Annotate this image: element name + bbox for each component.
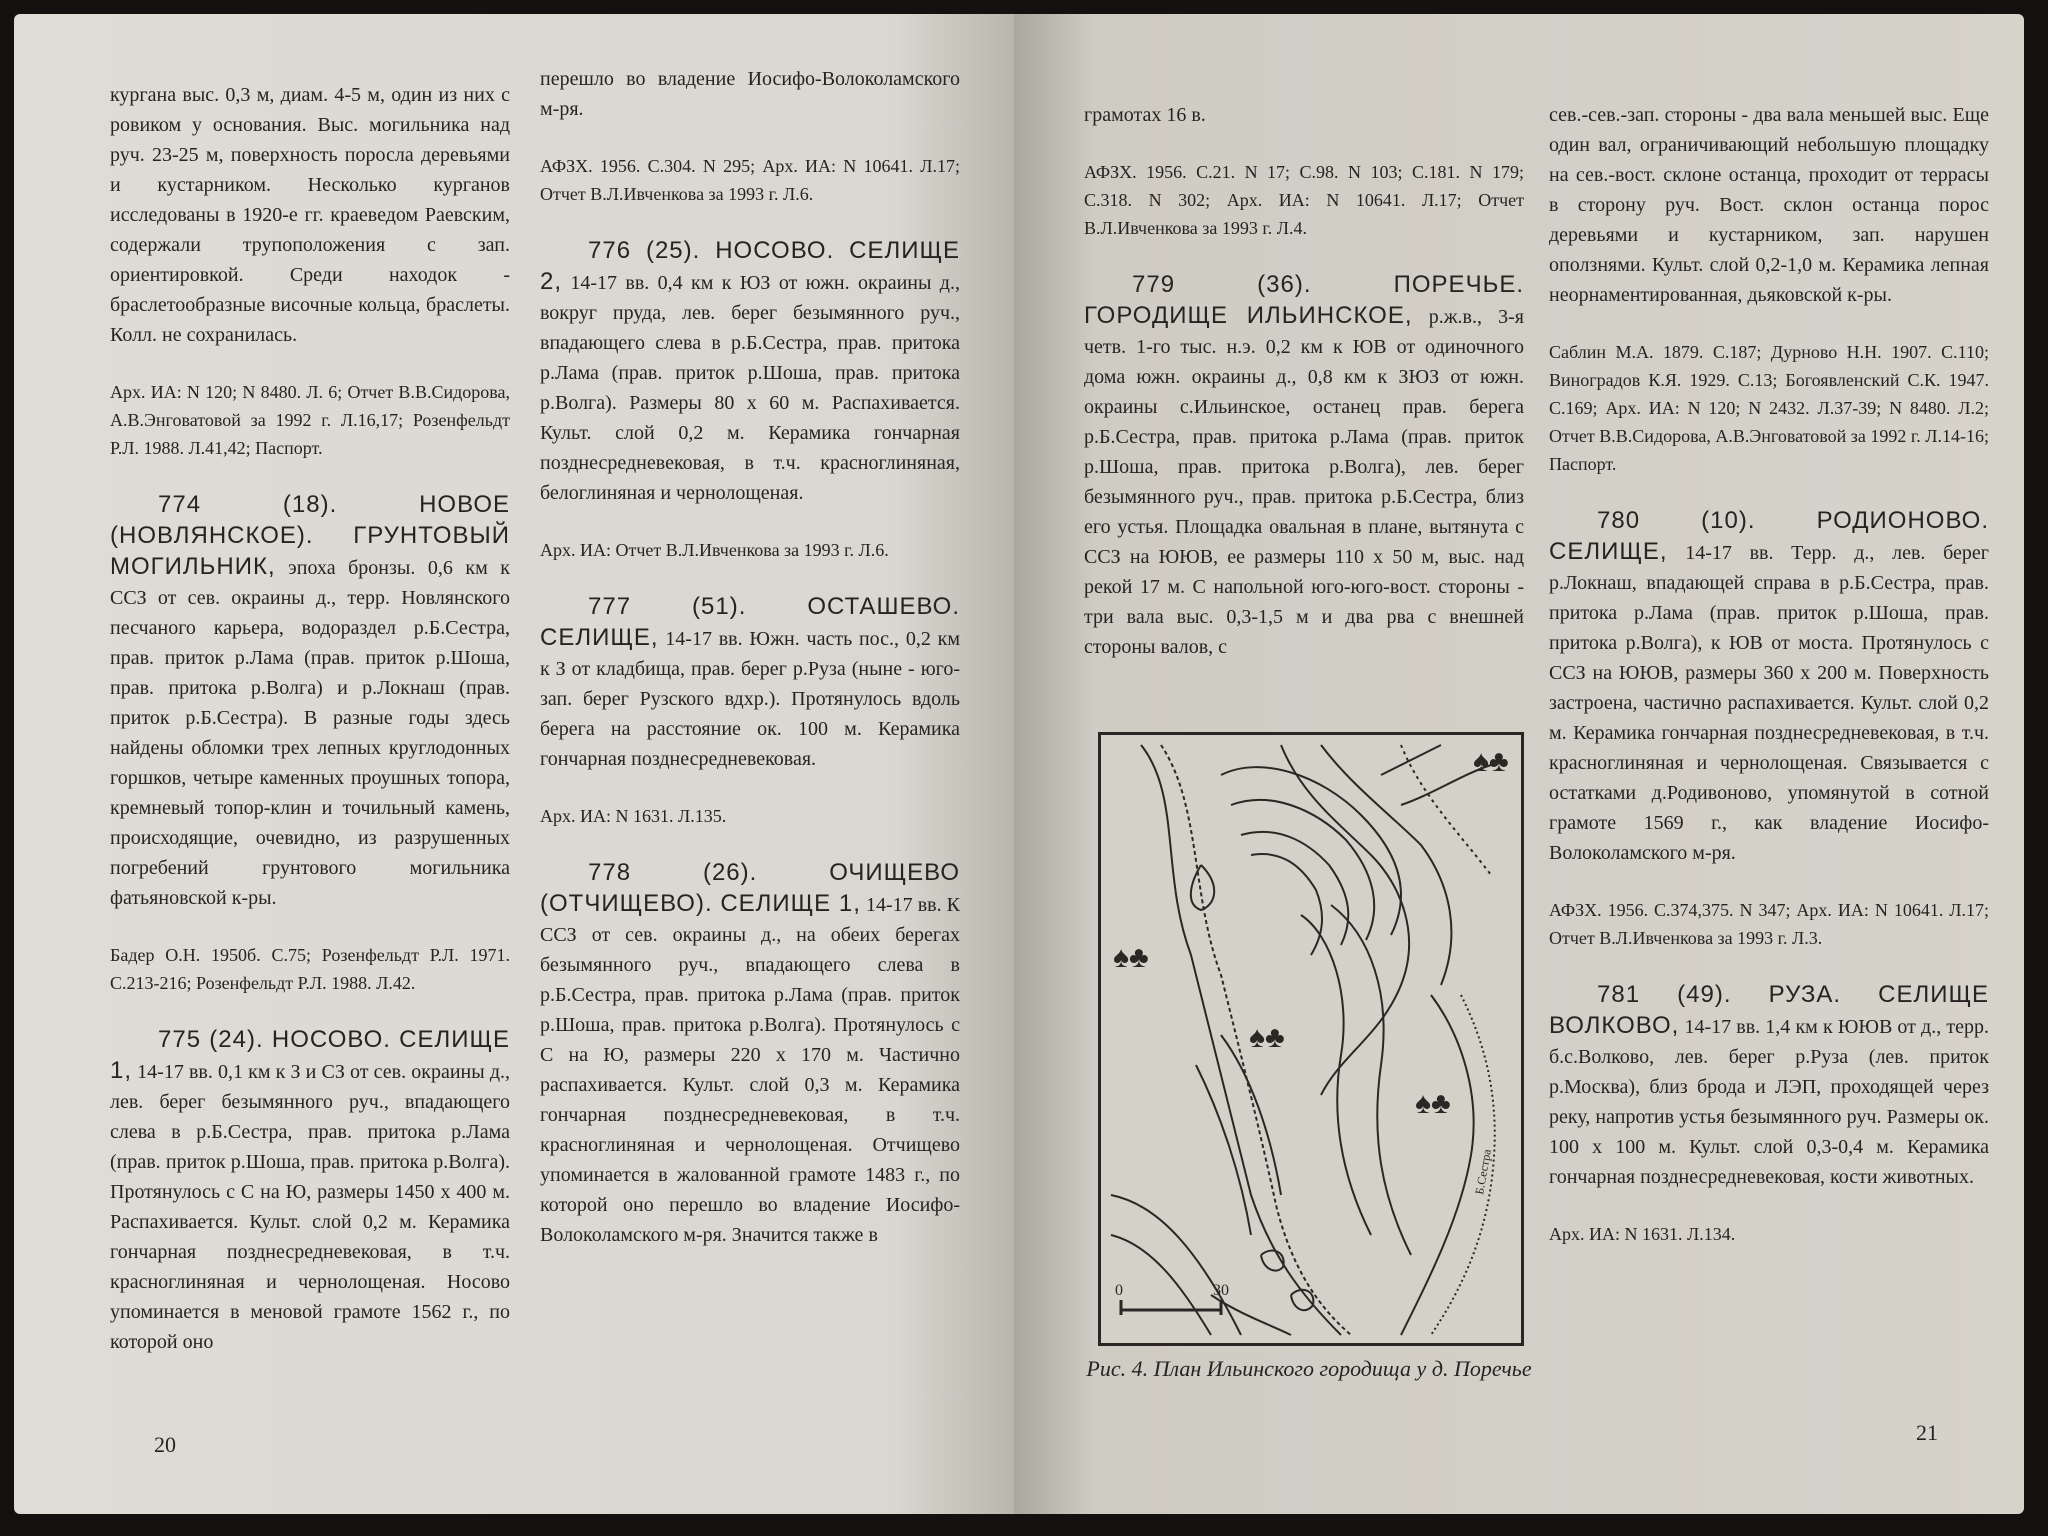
catalog-entry xyxy=(540,236,960,508)
catalog-entry xyxy=(1549,506,1989,868)
catalog-entry xyxy=(540,592,960,774)
right-column-1 xyxy=(1084,100,1524,690)
catalog-entry xyxy=(110,490,510,913)
page-number: 20 xyxy=(154,1432,176,1457)
paragraph: перешло во владение Иосифо-Волоколамского м-ря. xyxy=(540,68,960,120)
entry-heading: 777 (51). ОСТАШЕВО. СЕЛИЩЕ, xyxy=(540,593,960,651)
bibliography-reference: АФЗХ. 1956. С.374,375. N 347; Арх. ИА: N 10641. Л.17; Отчет В.Л.Ивченкова за 1993 г. Л.3. xyxy=(1549,900,1989,948)
tree-symbol-icon: ♠♣ xyxy=(1473,745,1509,778)
left-column-2 xyxy=(540,64,960,1278)
bibliography-reference: Бадер О.Н. 1950б. С.75; Розенфельдт Р.Л. 1971. С.213-216; Розенфельдт Р.Л. 1988. Л.42. xyxy=(110,945,510,993)
entry-text: 14-17 вв. 0,1 км к З и СЗ от сев. окраины д., лев. берег безымянного руч., впадающего слева в р.Б.Сестра, прав. притока р.Лама (прав. приток р.Шоша, прав. притока р.Волга). Протянулось с С на Ю, размеры 1450 х 400 м. Распахивается. Культ. слой 0,2 м. Керамика гончарная позднесредневековая, в т.ч. красноглиняная и чернолощеная. Носово упоминается в меновой грамоте 1562 г., по которой оно xyxy=(110,1061,510,1353)
entry-text: эпоха бронзы. 0,6 км к ССЗ от сев. окраины д., терр. Новлянского песчаного карьера, водораздел р.Б.Сестра, прав. приток р.Лама (прав. приток р.Шоша, прав. притока р.Волга) и р.Локнаш (прав. приток р.Б.Сестра). В разные годы здесь найдены обломки трех лепных круглодонных горшков, четыре каменных проушных топора, кремневый топор-клин и точильный камень, происходящие, очевидно, из разрушенных погребений грунтового могильника фатьяновской к-ры. xyxy=(110,557,510,909)
entry-heading: 780 (10). РОДИОНОВО. СЕЛИЩЕ, xyxy=(1549,507,1989,565)
scale-thirty: 30 xyxy=(1213,1282,1229,1299)
entry-heading: 778 (26). ОЧИЩЕВО (ОТЧИЩЕВО). СЕЛИЩЕ 1, xyxy=(540,859,960,917)
river-label: Б.Сестра xyxy=(1472,1148,1494,1196)
catalog-entry xyxy=(540,858,960,1250)
bibliography-reference: АФЗХ. 1956. С.304. N 295; Арх. ИА: N 10641. Л.17; Отчет В.Л.Ивченкова за 1993 г. Л.6. xyxy=(540,156,960,204)
entry-heading: 774 (18). НОВОЕ (НОВЛЯНСКОЕ). ГРУНТОВЫЙ МОГИЛЬНИК, xyxy=(110,491,510,580)
left-column-1 xyxy=(110,80,510,1385)
entry-heading: 776 (25). НОСОВО. СЕЛИЩЕ 2, xyxy=(540,237,960,295)
entry-text: 14-17 вв. Терр. д., лев. берег р.Локнаш, впадающей справа в р.Б.Сестра, прав. притока р.Лама (прав. приток р.Шоша, прав. притока р.Волга), к ЮВ от моста. Протянулось с ССЗ на ЮЮВ, размеры 360 х 200 м. Поверхность застроена, частично распахивается. Культ. слой 0,2 м. Керамика гончарная позднесредневековая, в т.ч. красноглиняная и чернолощеная. Связывается с остатками д.Родивоново, упомянутой в сотной грамоте 1569 г., как владение Иосифо-Волоколамского м-ря. xyxy=(1549,542,1989,864)
entry-heading: 781 (49). РУЗА. СЕЛИЩЕ ВОЛКОВО, xyxy=(1549,981,1989,1039)
page-number: 21 xyxy=(1916,1420,1938,1445)
entry-heading: 775 (24). НОСОВО. СЕЛИЩЕ 1, xyxy=(110,1026,510,1084)
tree-symbol-icon: ♠♣ xyxy=(1415,1087,1451,1120)
paragraph: грамотах 16 в. xyxy=(1084,104,1206,126)
scale-zero: 0 xyxy=(1115,1282,1123,1299)
bibliography-reference: Арх. ИА: N 1631. Л.135. xyxy=(540,806,727,826)
tree-symbol-icon: ♠♣ xyxy=(1249,1021,1285,1054)
left-page xyxy=(14,14,1014,1514)
bibliography-reference: Арх. ИА: Отчет В.Л.Ивченкова за 1993 г. Л.6. xyxy=(540,540,889,560)
right-page xyxy=(1014,14,2024,1514)
entry-heading: 779 (36). ПОРЕЧЬЕ. ГОРОДИЩЕ ИЛЬИНСКОЕ, xyxy=(1084,271,1524,329)
entry-text: 14-17 вв. 1,4 км к ЮЮВ от д., терр. б.с.Волково, лев. берег р.Руза (лев. приток р.Москва), близ брода и ЛЭП, проходящей через реку, напротив устья безымянного руч. Размеры ок. 100 х 100 м. Культ. слой 0,3-0,4 м. Керамика гончарная позднесредневековая, кости животных. xyxy=(1549,1016,1989,1188)
paragraph: кургана выс. 0,3 м, диам. 4-5 м, один из них с ровиком у основания. Выс. могильника над руч. 23-25 м, поверхность поросла деревьями и кустарником. Несколько курганов исследованы в 1920-е гг. краеведом Раевским, содержали трупоположения с зап. ориентировкой. Среди находок - браслетообразные височные кольца, браслеты. Колл. не сохранилась. xyxy=(110,84,510,346)
catalog-entry xyxy=(1084,270,1524,662)
site-plan-map xyxy=(1101,735,1521,1343)
bibliography-reference: Саблин М.А. 1879. С.187; Дурново Н.Н. 1907. С.110; Виноградов К.Я. 1929. С.13; Богоявленский С.К. 1947. С.169; Арх. ИА: N 120; N 2432. Л.37-39; N 8480. Л.2; Отчет В.В.Сидорова, А.В.Энговатовой за 1992 г. Л.14-16; Паспорт. xyxy=(1549,342,1989,474)
tree-symbol-icon: ♠♣ xyxy=(1113,941,1149,974)
figure-caption: Рис. 4. План Ильинского городища у д. Поречье xyxy=(1086,1356,1532,1381)
right-column-2 xyxy=(1549,100,1989,1276)
entry-text: р.ж.в., 3-я четв. 1-го тыс. н.э. 0,2 км к ЮВ от одиночного дома южн. окраины д., 0,8 км к ЗЮЗ от южн. окраины с.Ильинское, останец прав. берега р.Б.Сестра, прав. притока р.Лама (прав. приток р.Шоша, прав. притока р.Волга), лев. берег безымянного руч., прав. притока р.Б.Сестра, близ его устья. Площадка овальная в плане, вытянута с ССЗ на ЮЮВ, ее размеры 110 х 50 м, выс. над рекой 17 м. С напольной юго-юго-вост. стороны - три вала выс. 0,3-1,5 м и два рва с внешней стороны валов, с xyxy=(1084,306,1524,658)
entry-text: 14-17 вв. К ССЗ от сев. окраины д., на обеих берегах безымянного руч., впадающего слева в р.Б.Сестра, прав. притока р.Лама (прав. приток р.Шоша, прав. притока р.Волга). Протянулось с С на Ю, размеры 220 х 170 м. Частично распахивается. Культ. слой 0,3 м. Керамика гончарная позднесредневековая, в т.ч. красноглиняная и чернолощеная. Отчищево упоминается в жалованной грамоте 1483 г., по которой оно перешло во владение Иосифо-Волоколамского м-ря. Значится также в xyxy=(540,894,961,1246)
site-plan-figure xyxy=(1098,732,1524,1346)
bibliography-reference: АФЗХ. 1956. С.21. N 17; С.98. N 103; С.181. N 179; С.318. N 302; Арх. ИА: N 10641. Л.17; Отчет В.Л.Ивченкова за 1993 г. Л.4. xyxy=(1084,162,1524,238)
paragraph: сев.-сев.-зап. стороны - два вала меньшей выс. Еще один вал, ограничивающий небольшую площадку на сев.-вост. склоне останца, проходит от террасы в сторону руч. Вост. склон останца порос деревьями и кустарником, зап. нарушен оползнями. Культ. слой 0,2-1,0 м. Керамика лепная неорнаментированная, дьяковской к-ры. xyxy=(1549,104,1989,306)
entry-text: 14-17 вв. Южн. часть пос., 0,2 км к З от кладбища, прав. берег р.Руза (ныне - юго-зап. берег Рузского вдхр.). Протянулось вдоль берега на расстояние ок. 100 м. Керамика гончарная позднесредневековая. xyxy=(540,628,960,770)
catalog-entry xyxy=(1549,980,1989,1192)
catalog-entry xyxy=(110,1025,510,1357)
bibliography-reference: Арх. ИА: N 120; N 8480. Л. 6; Отчет В.В.Сидорова, А.В.Энговатовой за 1992 г. Л.16,17; Розенфельдт Р.Л. 1988. Л.41,42; Паспорт. xyxy=(110,382,510,458)
entry-text: 14-17 вв. 0,4 км к ЮЗ от южн. окраины д., вокруг пруда, лев. берег безымянного руч., впадающего слева в р.Б.Сестра, прав. притока р.Лама (прав. приток р.Шоша, прав. притока р.Волга). Размеры 80 х 60 м. Распахивается. Культ. слой 0,2 м. Керамика гончарная позднесредневековая, в т.ч. красноглиняная, белоглиняная и чернолощеная. xyxy=(540,272,960,504)
bibliography-reference: Арх. ИА: N 1631. Л.134. xyxy=(1549,1224,1736,1244)
